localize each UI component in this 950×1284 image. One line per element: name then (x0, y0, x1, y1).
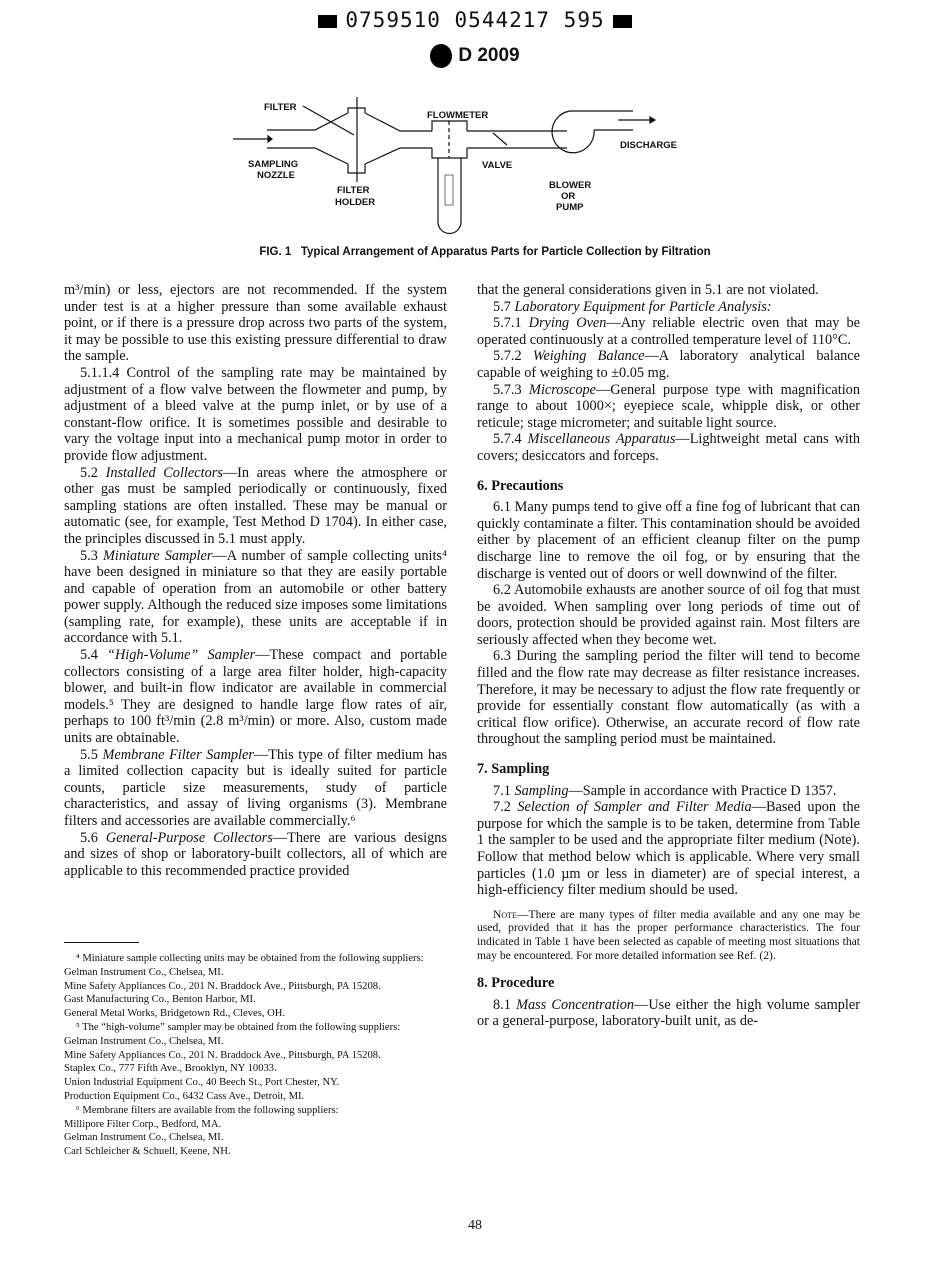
paragraph-text: —These compact and portable collectors consisting of a large area filter holder, high-capacity blower, and built-in flow indicator are available in commercial models.⁵ They are designed to handle large flow rates of air, perhaps to 100 ft³/min (2.8 m³/min) or more. Also, custom made units are obtainable. (64, 647, 447, 747)
section-title: Selection of Sampler and Filter Media (517, 799, 752, 816)
section-heading: 6. Precautions (477, 477, 564, 494)
paragraph-text: Control of the sampling rate may be maintained by adjustment of a flow valve between the flowmeter and pump, by adjustment of a bleed valve at the pump inlet, or by use of a constant-flow orifice. It is sometimes possible and desirable to vary the voltage input into a mechanical pump motor in order to provide flow adjustment. (64, 364, 447, 464)
section-title: “High-Volume” Sampler (107, 647, 256, 664)
footnotes (64, 952, 447, 1159)
document-code-text: 0759510 0544217 595 (345, 8, 605, 32)
paragraph (477, 499, 860, 582)
section-title: Microscope (529, 381, 596, 398)
paragraph-text: —Use either the high volume sampler or a general-purpose, laboratory-built unit, as de- (477, 996, 861, 1030)
paragraph-text: —Based upon the purpose for which the sample is to be taken, determine from Table 1 the sampler to be used and the appropriate filter medium (Note). Follow that method below which is applicable. Where very small particles (1.0 µm or less in diameter) are of special interest, a high-efficiency filter medium should be used. (477, 799, 860, 899)
label-flowmeter: FLOWMETER (427, 110, 489, 121)
footnote-line: Union Industrial Equipment Co., 40 Beech St., Port Chester, NY. (64, 1077, 340, 1089)
section-number: 5.2 (80, 464, 98, 481)
section-title: Installed Collectors (105, 464, 223, 481)
section-title: Membrane Filter Sampler (102, 746, 254, 763)
section-title: Sampling (514, 782, 569, 799)
section-number: 5.7.4 (493, 431, 522, 448)
standard-number: D 2009 (458, 45, 520, 67)
paragraph (477, 348, 860, 381)
paragraph (477, 431, 860, 464)
section-title: Mass Concentration (516, 996, 635, 1013)
paragraph-text: —This type of filter medium has a limited collection capacity but is ideally suited for particle counts, particle size measurements, study of particle characteristics, and assay of living organisms (3). Membrane filters and accessories are available commercially.⁶ (64, 746, 448, 829)
right-column (477, 282, 860, 1030)
section-number: 5.3 (80, 547, 98, 564)
discharge-arrow (618, 117, 655, 123)
footnote-line: Gelman Instrument Co., Chelsea, MI. (64, 1132, 224, 1144)
page-number: 48 (468, 1218, 482, 1233)
footnote-line: Production Equipment Co., 6432 Cass Ave., Detroit, MI. (64, 1090, 305, 1102)
footnote-line: Mine Safety Appliances Co., 201 N. Braddock Ave., Pittsburgh, PA 15208. (64, 1049, 381, 1061)
paragraph (477, 299, 860, 316)
section-number: 5.1.1.4 (80, 364, 120, 381)
paragraph (477, 382, 860, 432)
paragraph (477, 582, 860, 648)
paragraph-text: During the sampling period the filter will tend to become filled and the flow rate may decrease as filter resistance increases. Therefore, it may be necessary to adjust the flow rate frequently or provide for essentially constant flow automatically (as with a critical flow orifice). Otherwise, an accurate record of flow rate throughout the sampling period must be maintained. (477, 648, 860, 748)
section-title: General-Purpose Collectors (105, 829, 273, 846)
section-number: 6.1 (493, 499, 511, 516)
label-filter-holder-2: HOLDER (335, 197, 376, 208)
label-or: OR (561, 191, 576, 202)
section-number: 6.2 (493, 582, 511, 599)
section-number: 5.7.2 (493, 348, 522, 365)
section-title: Miscellaneous Apparatus (527, 431, 676, 448)
footnote-line: Carl Schleicher & Schuell, Keene, NH. (64, 1146, 231, 1158)
section-number: 6.3 (493, 648, 511, 665)
footnote: ⁴ Miniature sample collecting units may be obtained from the following suppliers: (76, 953, 424, 964)
figure-caption: FIG. 1 Typical Arrangement of Apparatus Parts for Particle Collection by Filtration (259, 246, 711, 258)
paragraph-text: Automobile exhausts are another source of oil fog that must be avoided. When sampling over long periods of time out of doors, protection should be provided against rain. Most filters are seriously affected when they become wet. (477, 582, 860, 648)
section-number: 5.6 (80, 829, 98, 846)
paragraph (477, 997, 860, 1030)
paragraph-text: m³/min) or less, ejectors are not recommended. If the system under test is at a higher pressure than some available exhaust point, or if there is a pressure drop across two parts of the system, it may be possible to use this existing pressure differential to draw the sample. (64, 282, 447, 365)
paragraph-text: —Sample in accordance with Practice D 1357. (568, 782, 837, 799)
paragraph-text: —Any reliable electric oven that may be operated continuously at a controlled temperature level of 110°C. (477, 315, 861, 348)
left-column (64, 282, 447, 879)
section-number: 5.4 (80, 647, 98, 664)
paragraph (477, 315, 860, 348)
flowmeter (432, 121, 467, 234)
valve (493, 133, 507, 145)
label-discharge: DISCHARGE (620, 140, 678, 151)
section-number: 7.1 (493, 782, 511, 799)
paragraph-text: —Lightweight metal cans with covers; desiccators and forceps. (477, 431, 861, 464)
paragraph-text: —In areas where the atmosphere or other gas must be sampled periodically or continuously, fixed sampling stations are often installed. These may be manual or automatic (see, for example, Test Method D 1704). In either case, the principles discussed in 5.1 must apply. (64, 464, 447, 547)
label-valve: VALVE (482, 160, 513, 171)
paragraph (477, 282, 860, 299)
paragraph (477, 648, 860, 748)
footnote-line: Gelman Instrument Co., Chelsea, MI. (64, 966, 224, 978)
section-title: Laboratory Equipment for Particle Analysis: (514, 298, 772, 315)
paragraph-text: Many pumps tend to give off a fine fog of lubricant that can quickly contaminate a filter. This contamination should be avoided either by placement of an efficient cleanup filter on the pump discharge line to remove the oil fog, or by ensuring that the discharge is vented out of doors or well downwind of the filter. (477, 499, 860, 582)
footnote-line: Gelman Instrument Co., Chelsea, MI. (64, 1035, 224, 1047)
label-nozzle: NOZZLE (257, 170, 295, 181)
footnote-line: Staplex Co., 777 Fifth Ave., Brooklyn, NY 10033. (64, 1063, 277, 1075)
paragraph (477, 799, 860, 899)
paragraph (64, 365, 447, 465)
footnote-line: Gast Manufacturing Co., Benton Harbor, MI. (64, 994, 256, 1006)
footnote: ⁵ The “high-volume” sampler may be obtained from the following suppliers: (76, 1021, 401, 1033)
paragraph (64, 282, 447, 365)
paragraph (477, 783, 860, 800)
paragraph (64, 830, 447, 880)
apparatus-diagram (0, 0, 950, 250)
section-number: 8.1 (493, 996, 511, 1013)
paragraph (64, 548, 447, 648)
section-heading: 7. Sampling (477, 761, 550, 778)
paragraph-text: —There are many types of filter media available and any one may be used, provided that it has the proper performance characteristics. The four indicated in Table 1 have been selected as capable of meeting most situations that may be encountered. For more detailed information see Ref. (2). (477, 907, 860, 962)
footnote-line: Mine Safety Appliances Co., 201 N. Braddock Ave., Pittsburgh, PA 15208. (64, 980, 381, 992)
paragraph-text: —General purpose type with magnification range to about 1000×; eyepiece scale, whipple disk, or other reticule; stage micrometer; and suitable light source. (477, 381, 860, 431)
section-heading: 8. Procedure (477, 975, 555, 992)
paragraph (64, 747, 447, 830)
section-number: 5.7 (493, 298, 511, 315)
footnote-rule (64, 942, 139, 943)
label-filter-holder-1: FILTER (337, 185, 370, 196)
section-title: Drying Oven (528, 315, 607, 332)
paragraph (64, 647, 447, 747)
paragraph-text: —A number of sample collecting units⁴ have been designed in miniature so that they are easily portable and capable of operation from an automobile or other battery power supply. Although the reduced size imposes some limitations (sampling rate, for example), these units are acceptable if in accordance with 5.1. (64, 547, 447, 647)
paragraph-text: —A laboratory analytical balance capable of weighing to ±0.05 mg. (477, 348, 860, 381)
paragraph-text: —There are various designs and sizes of shop or laboratory-built collectors, all of which are applicable to this recommended practice provided (64, 829, 447, 879)
section-title: Weighing Balance (532, 348, 645, 365)
label-filter: FILTER (264, 102, 297, 113)
section-number: 5.7.3 (493, 381, 522, 398)
paragraph (64, 465, 447, 548)
filter-holder (303, 97, 432, 182)
section-number: 5.5 (80, 746, 98, 763)
paragraph-text: that the general considerations given in 5.1 are not violated. (477, 282, 819, 298)
section-number: 5.7.1 (493, 315, 522, 332)
label-sampling: SAMPLING (248, 159, 299, 170)
sampling-nozzle (267, 113, 348, 164)
note-label: Note (493, 907, 517, 921)
inlet-arrow (233, 136, 272, 142)
section-title: Miniature Sampler (102, 547, 213, 564)
label-blower: BLOWER (549, 180, 592, 191)
label-pump: PUMP (556, 202, 584, 213)
section-number: 7.2 (493, 799, 511, 816)
footnote: ⁶ Membrane filters are available from the following suppliers: (76, 1104, 339, 1116)
footnote-line: Millipore Filter Corp., Bedford, MA. (64, 1118, 222, 1130)
footnote-line: General Metal Works, Bridgetown Rd., Cleves, OH. (64, 1008, 286, 1020)
note-paragraph (477, 908, 860, 962)
